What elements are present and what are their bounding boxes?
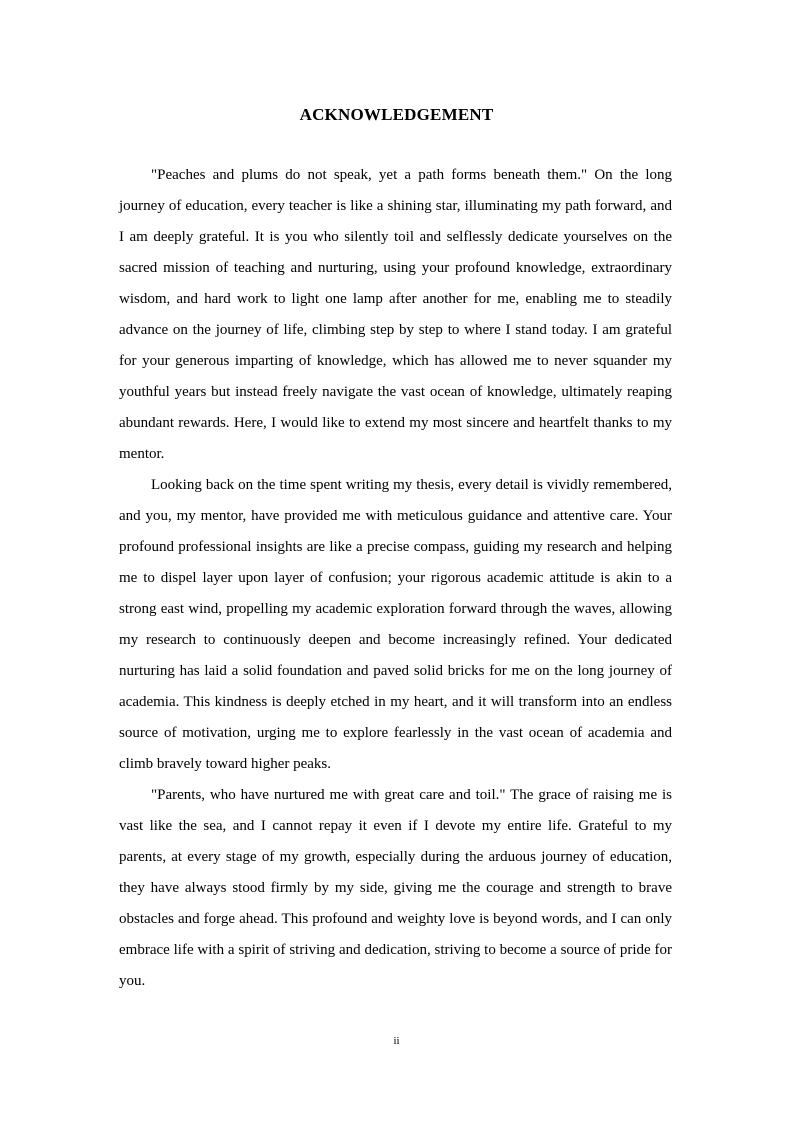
- paragraph-parents: "Parents, who have nurtured me with great care and toil." The grace of raising me is vast like the sea, and I cannot repay it even if I devote my entire life. Grateful to my parents, at every stage of my growth, especially during the arduous journey of education, they have always stood firmly by my side, giving me the courage and strength to brave obstacles and forge ahead. This profound and weighty love is beyond words, and I can only embrace life with a spirit of striving and dedication, striving to become a source of pride for you.: [119, 787, 672, 989]
- paragraph-teachers: "Peaches and plums do not speak, yet a path forms beneath them." On the long journey of education, every teacher is like a shining star, illuminating my path forward, and I am deeply grateful. It is you who silently toil and selflessly dedicate yourselves on the sacred mission of teaching and nurturing, using your profound knowledge, extraordinary wisdom, and hard work to light one lamp after another for me, enabling me to steadily advance on the journey of life, climbing step by step to where I stand today. I am grateful for your generous imparting of knowledge, which has allowed me to never squander my youthful years but instead freely navigate the vast ocean of knowledge, ultimately reaping abundant rewards. Here, I would like to extend my most sincere and heartfelt thanks to my mentor.: [119, 167, 672, 462]
- acknowledgement-body: [119, 160, 672, 997]
- paragraph-mentor: Looking back on the time spent writing my thesis, every detail is vividly remembered, and you, my mentor, have provided me with meticulous guidance and attentive care. Your profound professional insights are like a precise compass, guiding my research and helping me to dispel layer upon layer of confusion; your rigorous academic attitude is akin to a strong east wind, propelling my academic exploration forward through the waves, allowing my research to continuously deepen and become increasingly refined. Your dedicated nurturing has laid a solid foundation and paved solid bricks for me on the long journey of academia. This kindness is deeply etched in my heart, and it will transform into an endless source of motivation, urging me to explore fearlessly in the vast ocean of academia and climb bravely toward higher peaks.: [119, 477, 672, 772]
- page-number: ii: [393, 1035, 400, 1047]
- page-title: ACKNOWLEDGEMENT: [299, 105, 494, 124]
